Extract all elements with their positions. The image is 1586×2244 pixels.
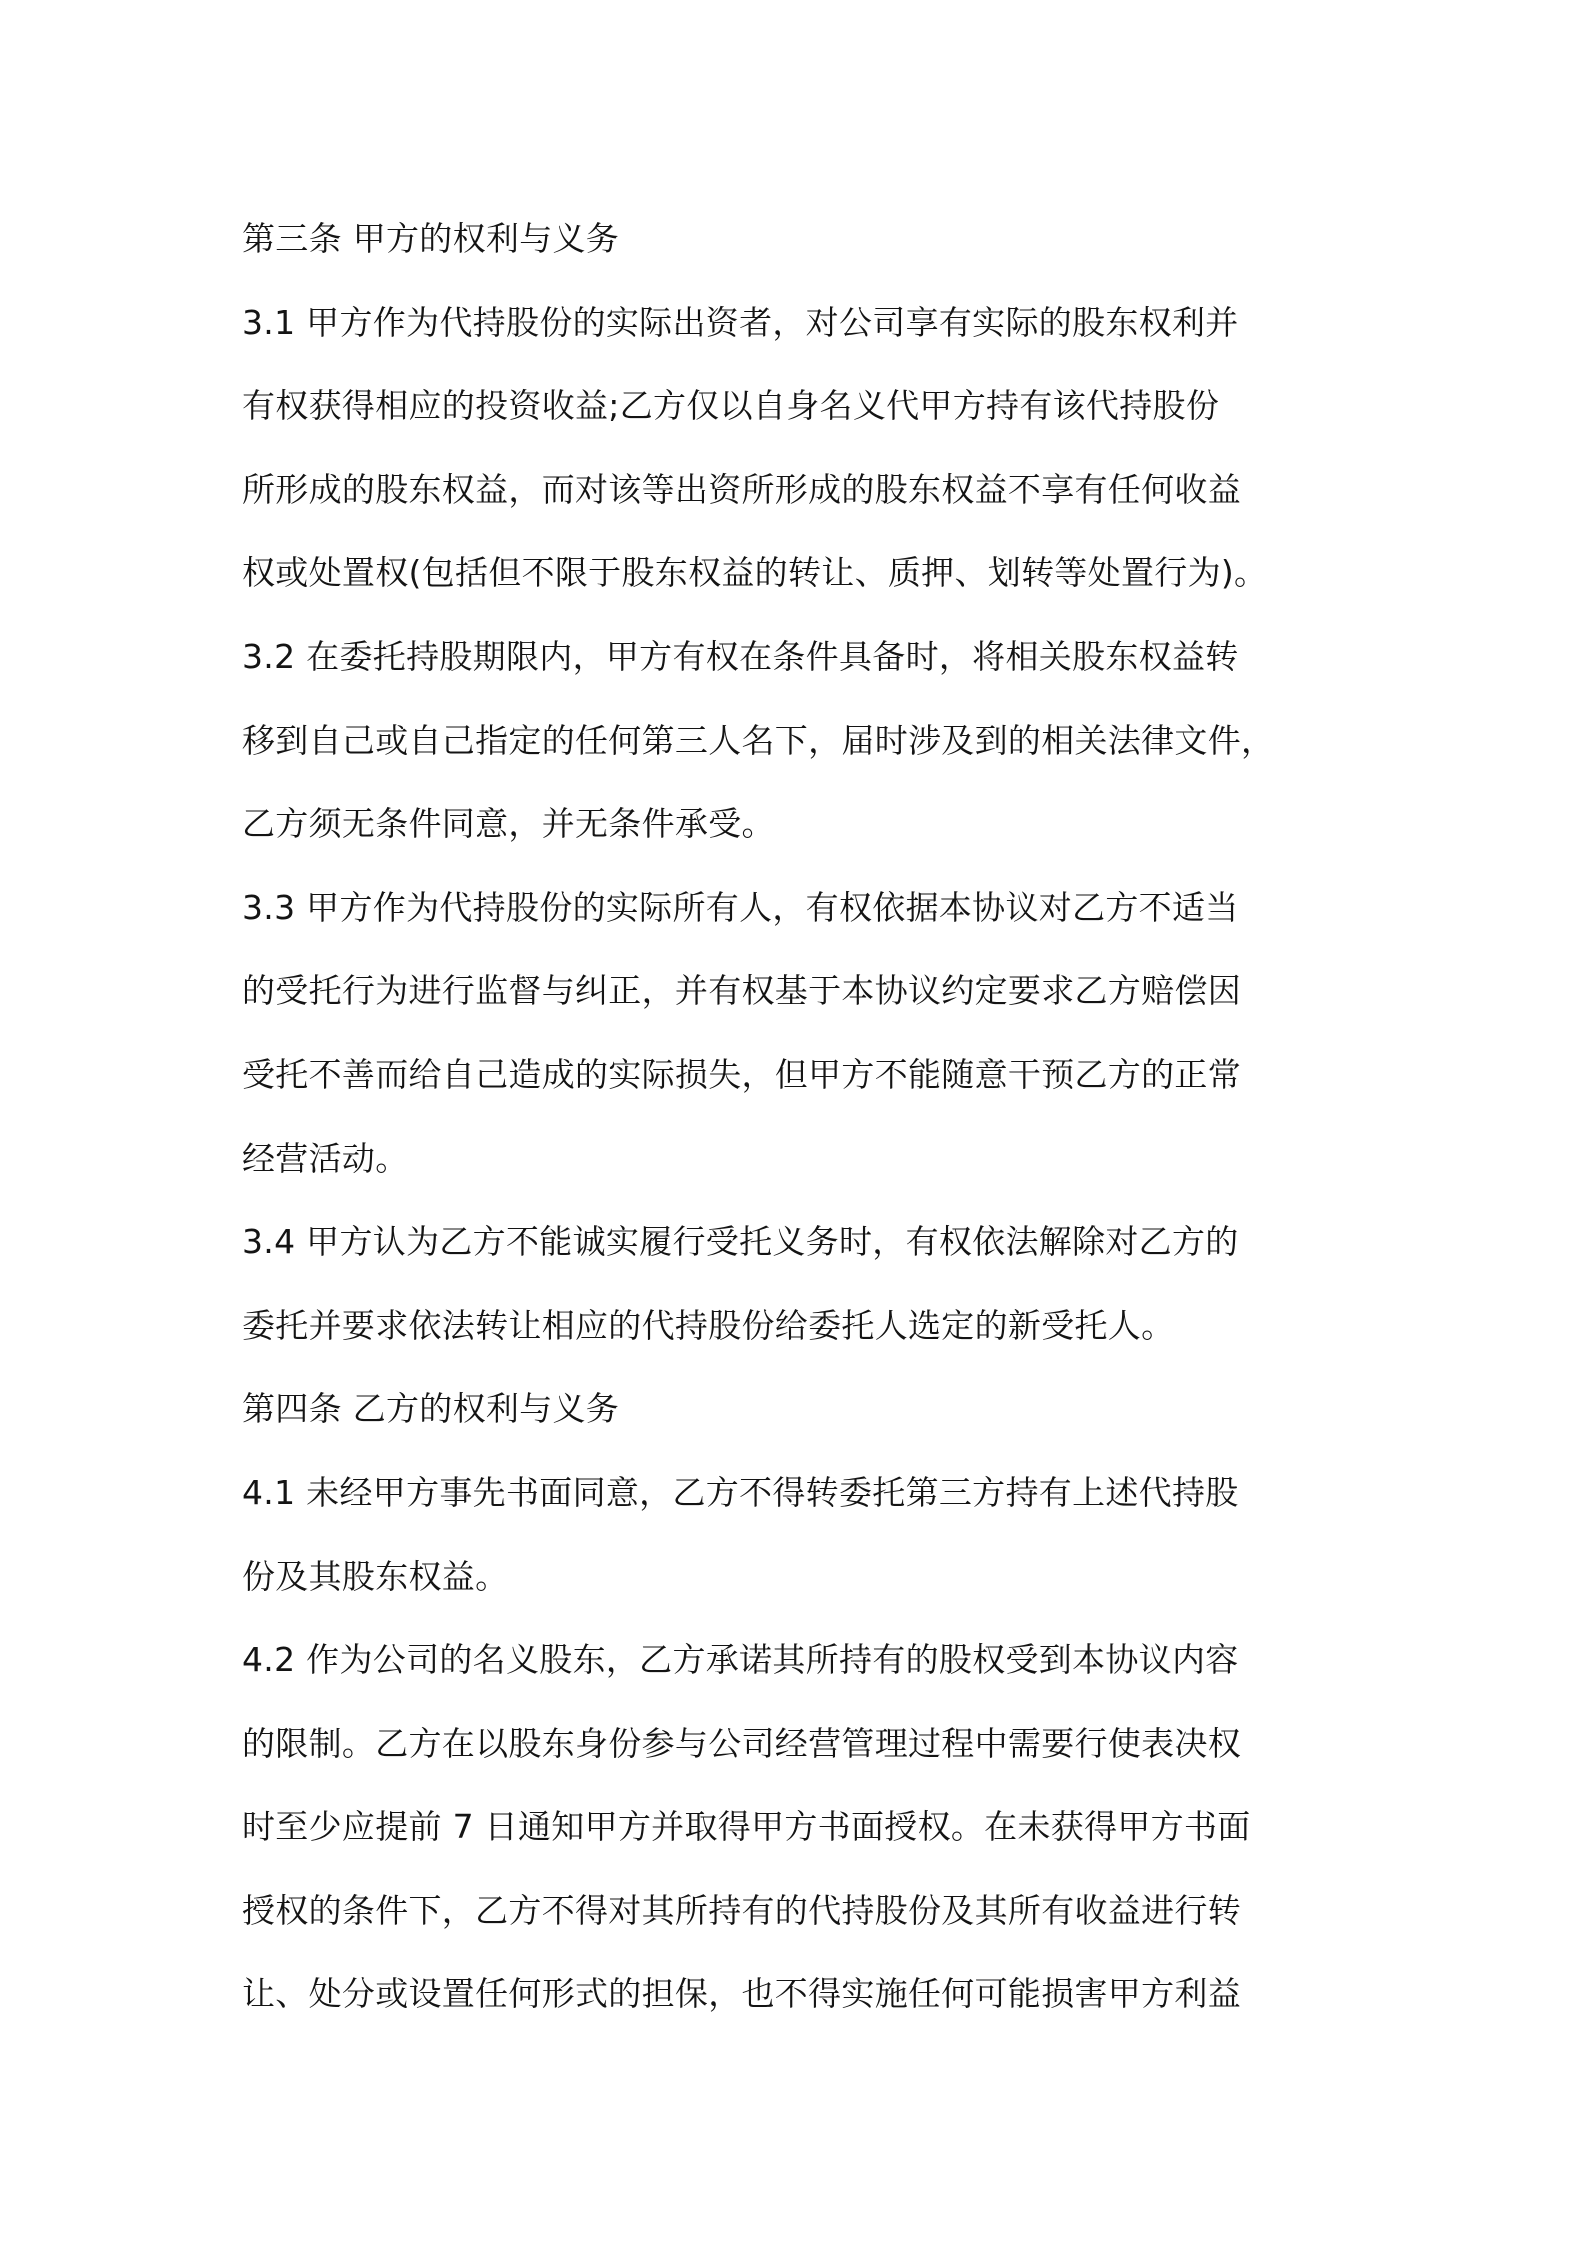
paragraph-line: 委托并要求依法转让相应的代持股份给委托人选定的新受托人。: [242, 1305, 1175, 1345]
paragraph-line: 经营活动。: [242, 1138, 409, 1178]
paragraph-line: 3.1 甲方作为代持股份的实际出资者，对公司享有实际的股东权利并: [242, 302, 1239, 342]
paragraph-line: 所形成的股东权益，而对该等出资所形成的股东权益不享有任何收益: [242, 469, 1241, 509]
section-heading-4: 第四条 乙方的权利与义务: [242, 1389, 620, 1429]
paragraph-line: 移到自己或自己指定的任何第三人名下，届时涉及到的相关法律文件，: [242, 720, 1275, 760]
paragraph-line: 时至少应提前 7 日通知甲方并取得甲方书面授权。在未获得甲方书面: [242, 1807, 1251, 1847]
document-body: [242, 197, 1357, 2036]
paragraph-line: 授权的条件下，乙方不得对其所持有的代持股份及其所有收益进行转: [242, 1890, 1241, 1930]
paragraph-line: 让、处分或设置任何形式的担保，也不得实施任何可能损害甲方利益: [242, 1974, 1241, 2014]
paragraph-line: 权或处置权(包括但不限于股东权益的转让、质押、划转等处置行为)。: [242, 553, 1268, 593]
paragraph-line: 4.2 作为公司的名义股东，乙方承诺其所持有的股权受到本协议内容: [242, 1640, 1239, 1680]
paragraph-line: 3.4 甲方认为乙方不能诚实履行受托义务时，有权依法解除对乙方的: [242, 1222, 1239, 1262]
paragraph-line: 有权获得相应的投资收益;乙方仅以自身名义代甲方持有该代持股份: [242, 386, 1220, 426]
paragraph-line: 3.2 在委托持股期限内，甲方有权在条件具备时，将相关股东权益转: [242, 636, 1239, 676]
paragraph-line: 的受托行为进行监督与纠正，并有权基于本协议约定要求乙方赔偿因: [242, 971, 1241, 1011]
paragraph-line: 的限制。乙方在以股东身份参与公司经营管理过程中需要行使表决权: [242, 1723, 1241, 1763]
paragraph-line: 乙方须无条件同意，并无条件承受。: [242, 804, 775, 844]
paragraph-line: 3.3 甲方作为代持股份的实际所有人，有权依据本协议对乙方不适当: [242, 887, 1239, 927]
section-heading-3: 第三条 甲方的权利与义务: [242, 219, 620, 258]
paragraph-line: 4.1 未经甲方事先书面同意，乙方不得转委托第三方持有上述代持股: [242, 1472, 1239, 1512]
paragraph-line: 份及其股东权益。: [242, 1556, 509, 1596]
paragraph-line: 受托不善而给自己造成的实际损失，但甲方不能随意干预乙方的正常: [242, 1054, 1241, 1094]
